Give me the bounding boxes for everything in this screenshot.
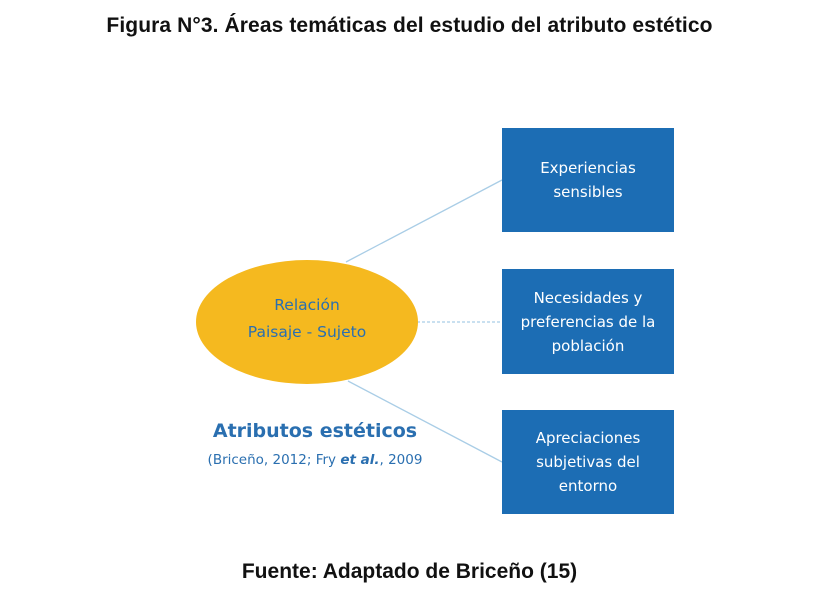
- area-box-experiences: [502, 128, 674, 232]
- figure-source: Fuente: Adaptado de Briceño (15): [241, 560, 578, 583]
- figure-title: Figura N°3. Áreas temáticas del estudio del atributo estético: [106, 14, 713, 37]
- center-label: [196, 292, 418, 346]
- center-label-line1: Relación: [274, 296, 340, 314]
- attributes-citation: [150, 452, 480, 468]
- citation-suffix: , 2009: [379, 452, 423, 468]
- attributes-title: Atributos estéticos: [212, 420, 418, 442]
- area-box-label: Necesidades y preferencias de la población: [520, 288, 656, 355]
- citation-prefix: (Briceño, 2012; Fry: [207, 452, 341, 468]
- center-label-line2: Paisaje - Sujeto: [247, 323, 367, 341]
- area-box-label: Apreciaciones subjetivas del entorno: [535, 429, 641, 495]
- area-box-needs: [502, 269, 674, 374]
- area-box-label: Experiencias sensibles: [540, 159, 636, 201]
- connector-top: [346, 180, 502, 262]
- citation-et-al: et al.: [340, 452, 380, 468]
- area-box-appreciations: [502, 410, 674, 514]
